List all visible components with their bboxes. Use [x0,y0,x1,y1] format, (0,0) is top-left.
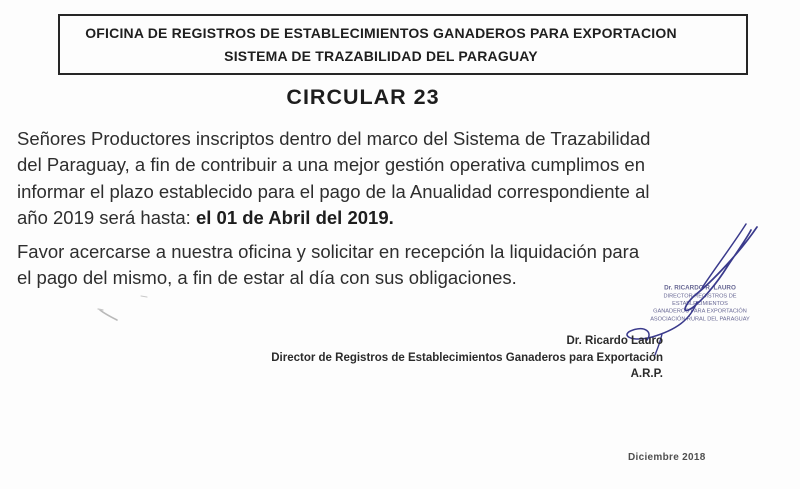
deadline-lead-text: año 2019 será hasta: [17,206,196,228]
signer-name: Dr. Ricardo Lauro [566,335,663,347]
title-wrap [0,85,726,110]
paragraph-2-line: Favor acercarse a nuestra oficina y solicitar en recepción la liquidación para [17,241,640,262]
deadline-date-text: el 01 de Abril del 2019. [195,206,394,228]
document-date: Diciembre 2018 [628,452,706,463]
paragraph-1-line: Señores Productores inscriptos dentro del marco del Sistema de Trazabilidad [17,128,651,149]
paragraph-2-line: el pago del mismo, a fin de estar al día con sus obligaciones. [17,267,517,289]
pencil-mark [60,290,160,330]
stamp-org-line: ASOCIACIÓN RURAL DEL PARAGUAY [650,315,750,322]
paragraph-1 [17,126,777,231]
stamp-role-line: DIRECTOR REGISTROS DE ESTABLECIMIENTOS [663,292,737,307]
paragraph-1-line: del Paraguay, a fin de contribuir a una mejor gestión operativa cumplimos en [17,154,645,176]
signer-org: A.R.P. [630,368,663,380]
letterhead-box [58,14,748,75]
circular-title: CIRCULAR 23 [286,85,440,109]
signer-role: Director de Registros de Establecimientos Ganaderos para Exportación [271,351,663,364]
system-name: SISTEMA DE TRAZABILIDAD DEL PARAGUAY [224,48,538,64]
paragraph-1-line: informar el plazo establecido para el pago de la Anualidad correspondiente al [17,180,650,202]
office-name: OFICINA DE REGISTROS DE ESTABLECIMIENTOS GANADEROS PARA EXPORTACION [85,25,677,41]
stamp-name: Dr. RICARDO R. LAURO [664,284,736,291]
stamp-role-line: GANADEROS PARA EXPORTACIÓN [653,307,747,315]
signature-block [230,333,663,383]
